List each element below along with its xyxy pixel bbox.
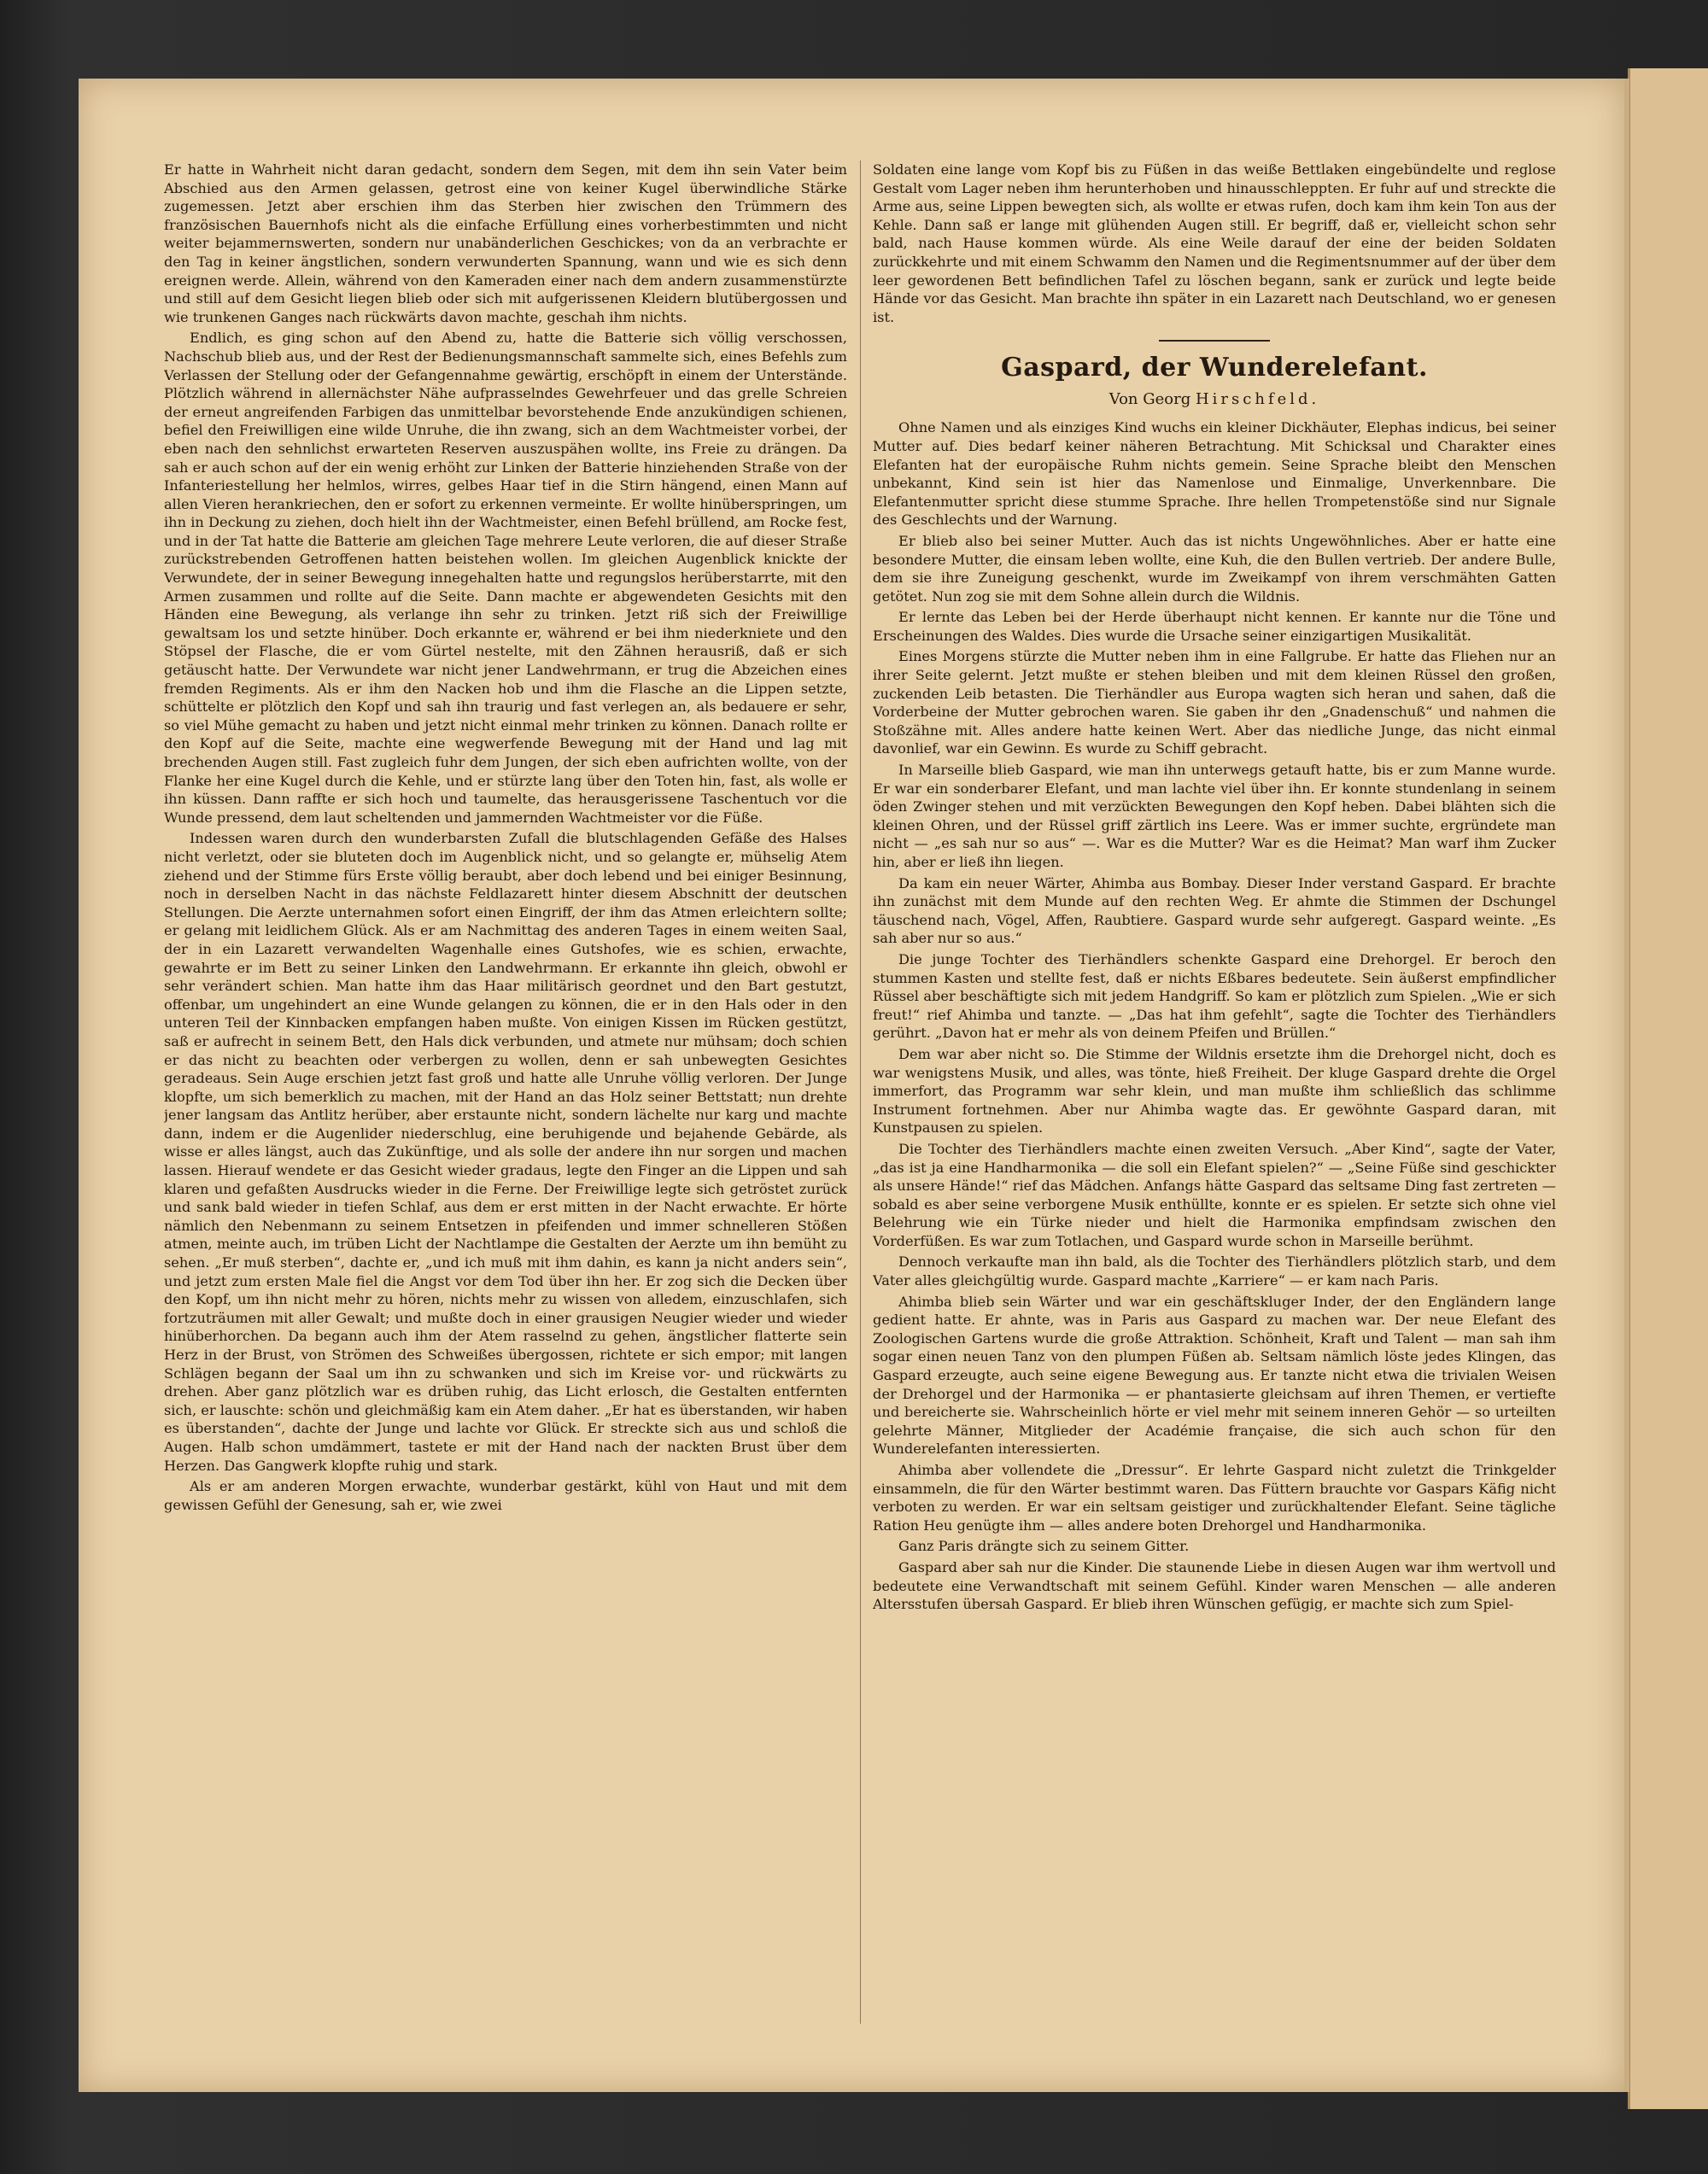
article-headline: Gaspard, der Wunderelefant. — [1001, 353, 1428, 383]
article-paragraph: Dem war aber nicht so. Die Stimme der Wildnis ersetzte ihm die Drehorgel nicht, doch es war wenigstens Musik, und alles, was tönte, hieß Freiheit. Der kluge Gaspard drehte die Orgel immerfort, das Programm war sehr klein, und man mußte ihm schließlich das schlimme Instrument fortnehmen. Aber nur Ahimba wagte das. Er gewöhnte Gaspard daran, mit Kunstpausen zu spielen. — [873, 1045, 1556, 1137]
article-paragraph: Dennoch verkaufte man ihn bald, als die Tochter des Tierhändlers plötzlich starb, und dem Vater alles gleichgültig wurde. Gaspard machte „Karriere“ — er kam nach Paris. — [873, 1254, 1556, 1289]
article-paragraph: Da kam ein neuer Wärter, Ahimba aus Bombay. Dieser Inder verstand Gaspard. Er brachte ihn zunächst mit dem Munde auf den rechten Weg. Er ahmte die Stimmen der Dschungel täuschend nach, Vögel, Affen, Raubtiere. Gaspard wurde sehr aufgeregt. Gaspard weinte. „Es sah aber nur so aus.“ — [873, 874, 1556, 947]
article-paragraph: Ohne Namen und als einziges Kind wuchs ein kleiner Dickhäuter, Elephas indicus, bei seiner Mutter auf. Dies bedarf keiner näheren Betrachtung. Mit Schicksal und Charakter eines Elefanten hat der europäische Ruhm nichts gemein. Seine Sprache bleibt den Menschen unbekannt, Kind sein ist hier das Namenlose und Einmalige, Unverkennbare. Die Elefantenmutter spricht diese stumme Sprache. Ihre hellen Trompetenstöße sind nur Signale des Geschlechts und der Warnung. — [873, 419, 1556, 529]
section-rule — [1159, 340, 1270, 342]
article-paragraph: Er blieb also bei seiner Mutter. Auch das ist nichts Ungewöhnliches. Aber er hatte eine besondere Mutter, die einsam leben wollte, eine Kuh, die den Bullen vertrieb. Der andere Bulle, dem sie ihre Zuneigung geschenkt, wurde im Zweikampf von ihrem verschmähten Gatten getötet. Nun zog sie mit dem Sohne allein durch die Wildnis. — [873, 532, 1556, 605]
article-paragraph: In Marseille blieb Gaspard, wie man ihn unterwegs getauft hatte, bis er zum Manne wurde. Er war ein sonderbarer Elefant, und man lachte viel über ihn. Er konnte stundenlang in seinem öden Zwinger stehen und mit verzückten Bewegungen den Kopf heben. Dabei blähten sich die kleinen Ohren, und der Rüssel griff zärtlich ins Leere. Was er immer suchte, ergründete man nicht — „es sah nur so aus“ —. War es die Mutter? War es die Heimat? Man warf ihm Zucker hin, aber er ließ ihn liegen. — [873, 762, 1556, 870]
adjacent-page-edge — [1628, 68, 1708, 2109]
story-paragraph: Endlich, es ging schon auf den Abend zu, hatte die Batterie sich völlig verschossen, Nachschub blieb aus, und der Rest der Bedienungsmannschaft sammelte sich, eines Befehls zum Verlassen der Stellung oder der Gefangennahme gewärtig, erschöpft in einem der Unterstände. Plötzlich während in allernächster Nähe aufprasselndes Gewehrfeuer und das grelle Schreien der erneut angreifenden Farbigen das unmittelbar bevorstehende Ende anzukündigen schienen, befiel den Freiwilligen eine wilde Unruhe, die ihn zwang, sich an dem Wachtmeister vorbei, der eben nach den sehnlichst erwarteten Reserven auszuspähen wollte, ins Freie zu drängen. Da sah er auch schon auf der ein wenig erhöht zur Linken der Batterie hinziehenden Straße von der Infanteriestellung her helmlos, wirres, gelbes Haar tief in die Stirn hängend, einen Mann auf allen Vieren herankriechen, den er sofort zu erkennen vermeinte. Er wollte hinüberspringen, um ihn in Deckung zu ziehen, doch hielt ihn der Wachtmeister, einen Befehl brüllend, am Rocke fest, und in der Tat hatte die Batterie am gleichen Tage mehrere Leute verloren, die auf dieser Straße zurückstrebenden Getroffenen hatten beistehen wollen. Im gleichen Augenblick knickte der Verwundete, der in seiner Bewegung innegehalten hatte und regungslos herüberstarrte, mit den Armen zusammen und rollte auf die Seite. Dann machte er abgewendeten Gesichts mit den Händen eine Bewegung, als verlange ihn sehr zu trinken. Jetzt riß sich der Freiwillige gewaltsam los und setzte hinüber. Doch erkannte er, während er bei ihm niederkniete und den Stöpsel der Flasche, die er vom Gürtel nestelte, mit den Zähnen herausriß, daß er sich getäuscht hatte. Der Verwundete war nicht jener Landwehrmann, er trug die Abzeichen eines fremden Regiments. Als er ihm den Nacken hob und ihm die Flasche an die Lippen setzte, schüttelte er plötzlich den Kopf und sah ihn traurig und fast verlegen an, als bedauere er sehr, so viel Mühe gemacht zu haben und jetzt nicht einmal mehr trinken zu können. Danach rollte er den Kopf auf die Seite, machte eine wegwerfende Bewegung mit der Hand und lag mit brechenden Augen still. Fast zugleich fuhr dem Jungen, der sich eben aufrichten wollte, von der Flanke her eine Kugel durch die Kehle, und er stürzte lang über den Toten hin, fast, als wolle er ihn küssen. Dann raffte er sich hoch und taumelte, das herausgerissene Taschentuch vor die Wunde pressend, dem laut scheltenden und jammernden Wachtmeister vor die Füße. — [164, 330, 847, 826]
byline-author: Hirschfeld. — [1195, 390, 1320, 409]
story-continuation: Soldaten eine lange vom Kopf bis zu Füßen in das weiße Bettlaken eingebündelte und reglose Gestalt vom Lager neben ihm herunterhoben und hinausschleppten. Er fuhr auf und streckte die Arme aus, seine Lippen bewegten sich, als wollte er etwas rufen, doch kam ihm kein Ton aus der Kehle. Dann saß er lange mit glühenden Augen still. Er begriff, daß er, vielleicht schon sehr bald, nach Hause kommen würde. Als eine Weile darauf der eine der beiden Soldaten zurückkehrte und mit einem Schwamm den Namen und die Regimentsnummer auf der über dem leer gewordenen Bett befindlichen Tafel zu löschen begann, sank er zurück und legte beide Hände vor das Gesicht. Man brachte ihn später in ein Lazarett nach Deutschland, wo er genesen ist. — [873, 161, 1556, 325]
right-column — [873, 161, 1556, 2024]
story-paragraph: Er hatte in Wahrheit nicht daran gedacht, sondern dem Segen, mit dem ihn sein Vater beim Abschied aus den Armen gelassen, getrost eine von keiner Kugel überwindliche Stärke zugemessen. Jetzt aber erschien ihm das Sterben hier zwischen den Trümmern des französischen Bauernhofs nicht als die einfache Erfüllung eines vorherbestimmten und nicht weiter bejammernswerten, sondern nur unabänderlichen Geschickes; von da an verbrachte er den Tag in keiner ängstlichen, sondern verwunderten Spannung, wann und wie es sich denn ereignen werde. Allein, während von den Kameraden einer nach dem andern zusammenstürzte und still auf dem Gesicht liegen blieb oder sich mit aufgerissenen Kleidern blutübergossen und wie trunkenen Ganges nach rückwärts davon machte, geschah ihm nichts. — [164, 161, 847, 325]
left-column — [164, 161, 847, 2024]
article-paragraph: Die Tochter des Tierhändlers machte einen zweiten Versuch. „Aber Kind“, sagte der Vater, „das ist ja eine Handharmonika — die soll ein Elefant spielen?“ — „Seine Füße sind geschickter als unsere Hände!“ rief das Mädchen. Anfangs hätte Gaspard das seltsame Ding fast zertreten — sobald es aber seine verborgene Musik enthüllte, konnte er es spielen. Er setzte sich ohne viel Belehrung wie ein Türke nieder und hielt die Harmonika empfindsam zwischen den Vorderfüßen. Es war zum Totlachen, und Gaspard wurde schon in Marseille berühmt. — [873, 1140, 1556, 1249]
article-paragraph: Die junge Tochter des Tierhändlers schenkte Gaspard eine Drehorgel. Er beroch den stummen Kasten und stellte fest, daß er nichts Eßbares bedeutete. Sein äußerst empfindlicher Rüssel aber beschäftigte sich mit jedem Handgriff. So kam er plötzlich zum Spielen. „Wie er sich freut!“ rief Ahimba und tanzte. — „Das hat ihm gefehlt“, sagte die Tochter des Tierhändlers gerührt. „Davon hat er mehr als von deinem Pfeifen und Brüllen.“ — [873, 950, 1556, 1042]
story-paragraph: Als er am anderen Morgen erwachte, wunderbar gestärkt, kühl von Haut und mit dem gewissen Gefühl der Genesung, sah er, wie zwei — [164, 1478, 847, 1513]
article-paragraph: Ahimba blieb sein Wärter und war ein geschäftskluger Inder, der den Engländern lange gedient hatte. Er ahnte, was in Paris aus Gaspard zu machen war. Der neue Elefant des Zoologischen Gartens wurde die große Attraktion. Schönheit, Kraft und Talent — man sah ihm sogar einen neuen Tanz von den plumpen Füßen ab. Seltsam nämlich löste jedes Klingen, das Gaspard erzeugte, auch seine eigene Bewegung aus. Er tanzte nicht etwa die trivialen Weisen der Drehorgel und der Harmonika — er phantasierte gleichsam auf ihren Themen, er vertiefte und bereicherte sie. Wahrscheinlich hörte er viel mehr mit seinem inneren Gehör — so urteilten gelehrte Männer, Mitglieder der Académie française, die sich auch schon für den Wunderelefanten interessierten. — [873, 1293, 1556, 1458]
byline-prefix: Von Georg — [1108, 390, 1191, 409]
article-paragraph: Er lernte das Leben bei der Herde überhaupt nicht kennen. Er kannte nur die Töne und Erscheinungen des Waldes. Dies wurde die Ursache seiner einzigartigen Musikalität. — [873, 609, 1556, 644]
article-byline — [873, 389, 1556, 410]
column-divider — [860, 161, 861, 2024]
article-paragraph: Ahimba aber vollendete die „Dressur“. Er lehrte Gaspard nicht zuletzt die Trinkgelder einsammeln, die für den Wärter bestimmt waren. Das Füttern brauchte vor Gaspars Käfig nicht verboten zu werden. Er war ein seltsam geistiger und zurückhaltender Elefant. Seine tägliche Ration Heu genügte ihm — alles andere boten Drehorgel und Handharmonika. — [873, 1462, 1556, 1534]
newspaper-page — [79, 79, 1629, 2092]
article-paragraph: Gaspard aber sah nur die Kinder. Die staunende Liebe in diesen Augen war ihm wertvoll und bedeutete eine Verwandtschaft mit seinem Gefühl. Kinder waren Menschen — alle anderen Altersstufen übersah Gaspard. Er blieb ihren Wünschen gefügig, er machte sich zum Spiel- — [873, 1558, 1556, 1613]
article-paragraph: Ganz Paris drängte sich zu seinem Gitter. — [898, 1538, 1190, 1555]
story-paragraph: Indessen waren durch den wunderbarsten Zufall die blutschlagenden Gefäße des Halses nicht verletzt, oder sie bluteten doch im Augenblick nicht, und so gelangte er, mühselig Atem ziehend und der Stimme fürs Erste völlig beraubt, aber doch lebend und bei einiger Besinnung, noch in derselben Nacht in das nächste Feldlazarett hinter diesem Abschnitt der deutschen Stellungen. Die Aerzte unternahmen sofort einen Eingriff, der ihm das Atmen erleichtern sollte; er gelang mit leidlichem Glück. Als er am Nachmittag des anderen Tages in einem weiten Saal, der in ein Lazarett verwandelten Wagenhalle eines Gutshofes, wie es schien, erwachte, gewahrte er im Bett zu seiner Linken den Landwehrmann. Er erkannte ihn gleich, obwohl er sehr verändert schien. Man hatte ihm das Haar militärisch geordnet und den Bart gestutzt, offenbar, um ungehindert an eine Wunde gelangen zu können, die er in den Hals oder in den unteren Teil der Kinnbacken empfangen haben mußte. Von einigen Kissen im Rücken gestützt, saß er aufrecht in seinem Bett, den Hals dick verbunden, und atmete nur mühsam; doch schien er das nicht zu beachten oder verbergen zu wollen, denn er sah unbewegten Gesichtes geradeaus. Sein Auge erschien jetzt fast groß und hatte alle Unruhe völlig verloren. Der Junge klopfte, um sich bemerklich zu machen, mit der Hand an das Holz seiner Bettstatt; nun drehte jener langsam das Antlitz herüber, aber erstaunte nicht, sondern lächelte nur karg und machte dann, indem er die Augenlider niederschlug, eine beruhigende und bejahende Gebärde, als wisse er alles längst, auch das Zukünftige, und als solle der andere ihn nur sorgen und machen lassen. Hierauf wendete er das Gesicht wieder gradaus, legte den Finger an die Lippen und sah klaren und gefaßten Ausdrucks wieder in die Ferne. Der Freiwillige legte sich getröstet zurück und sank bald wieder in tiefen Schlaf, aus dem er erst mitten in der Nacht erwachte. Er hörte nämlich den Nebenmann zu seinem Entsetzen in pfeifenden und immer schnelleren Stößen atmen, meinte auch, im trüben Licht der Nachtlampe die Gestalten der Aerzte um ihn bemüht zu sehen. „Er muß sterben“, dachte er, „und ich muß mit ihm dahin, es kann ja nicht anders sein“, und jetzt zum ersten Male fiel die Angst vor dem Tod über ihn her. Er zog sich die Decken über den Kopf, um ihn nicht mehr zu hören, nichts mehr zu wissen von alledem, einzuschlafen, sich fortzuträumen mit aller Gewalt; und mußte doch in einer grausigen Neugier wieder und wieder hinüberhorchen. Da begann auch ihm der Atem rasselnd zu gehen, ängstlicher flatterte sein Herz in der Brust, von Strömen des Schweißes übergossen, richtete er sich empor; mit langen Schlägen begann der Saal um ihn zu schwanken und sich im Kreise vor- und rückwärts zu drehen. Aber ganz plötzlich war es drüben ruhig, das Licht erlosch, die Gestalten entfernten sich, er lauschte: schön und gleichmäßig kam ein Atem daher. „Er hat es überstanden, wir haben es überstanden“, dachte der Junge und lachte vor Glück. Er streckte sich aus und schloß die Augen. Halb schon umdämmert, tastete er mit der Hand nach der nackten Brust über dem Herzen. Das Gangwerk klopfte ruhig und stark. — [164, 830, 847, 1474]
article-paragraph: Eines Morgens stürzte die Mutter neben ihm in eine Fallgrube. Er hatte das Fliehen nur an ihrer Seite gelernt. Jetzt mußte er stehen bleiben und mit dem kleinen Rüssel den großen, zuckenden Leib betasten. Die Tierhändler aus Europa wagten sich heran und sahen, daß die Vorderbeine der Mutter gebrochen waren. Sie gaben ihr den „Gnadenschuß“ und nahmen die Stoßzähne mit. Alles andere hatte keinen Wert. Aber das niedliche Junge, das nicht einmal davonlief, war ein Gewinn. Es wurde zu Schiff gebracht. — [873, 648, 1556, 757]
